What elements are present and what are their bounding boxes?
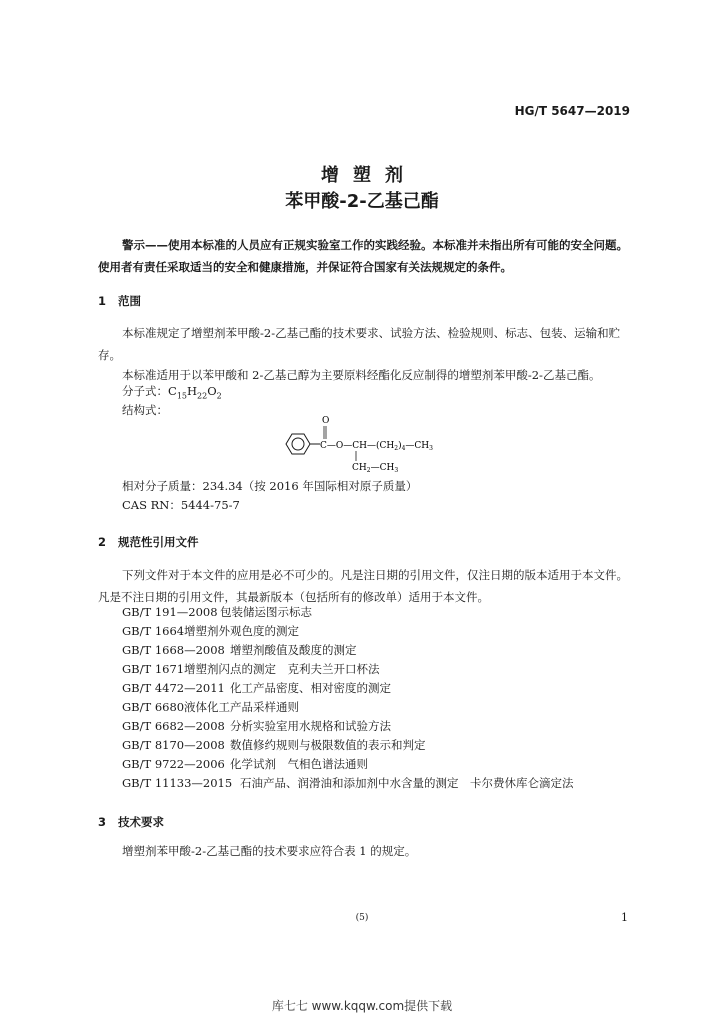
reference-title: 石油产品、润滑油和添加剂中水含量的测定 卡尔费休库仑滴定法 xyxy=(240,776,574,790)
section-title: 范围 xyxy=(118,294,141,308)
structure-label: 结构式： xyxy=(122,403,168,417)
benzene-ring-icon xyxy=(286,434,310,454)
document-title-main: 增塑剂 xyxy=(321,165,417,186)
references-intro: 下列文件对于本文件的应用是必不可少的。凡是注日期的引用文件，仅注日期的版本适用于本文件。凡是不注日期的引用文件，其最新版本（包括所有的修改单）适用于本文件。 xyxy=(98,568,628,604)
reference-title: 数值修约规则与极限数值的表示和判定 xyxy=(230,738,426,752)
ethyl-branch: $CH_2—CH_3$ xyxy=(352,463,399,474)
reference-title: 液体化工产品采样通则 xyxy=(184,700,299,714)
reference-code: GB/T 4472—2011 xyxy=(122,681,225,695)
structural-formula xyxy=(280,413,490,475)
reference-item xyxy=(122,756,368,772)
formula-hydrogen-count: 22 xyxy=(197,391,208,401)
formula-carbon: C xyxy=(168,384,177,398)
reference-code: GB/T 9722—2006 xyxy=(122,757,225,771)
reference-code: GB/T 8170—2008 xyxy=(122,738,225,752)
reference-title: 包装储运图示标志 xyxy=(220,605,312,619)
reference-code: GB/T 11133—2015 xyxy=(122,776,233,790)
reference-code: GB/T 6680 xyxy=(122,700,185,714)
scope-paragraph-2: 本标准适用于以苯甲酸和 2-乙基己醇为主要原料经酯化反应制得的增塑剂苯甲酸-2-乙基己酯。 xyxy=(122,368,601,382)
document-title-sub: 苯甲酸-2-乙基己酯 xyxy=(285,191,439,212)
technical-requirements-paragraph: 增塑剂苯甲酸-2-乙基己酯的技术要求应符合表 1 的规定。 xyxy=(122,844,417,858)
standard-code: HG/T 5647—2019 xyxy=(514,104,630,118)
reference-code: GB/T 6682—2008 xyxy=(122,719,225,733)
formula-oxygen-count: 2 xyxy=(216,391,222,401)
formula-oxygen: O xyxy=(207,384,217,398)
section-title: 规范性引用文件 xyxy=(118,535,199,549)
cas-number: CAS RN：5444-75-7 xyxy=(122,498,240,512)
reference-title: 化工产品密度、相对密度的测定 xyxy=(230,681,391,695)
reference-code: GB/T 1668—2008 xyxy=(122,643,225,657)
reference-code: GB/T 1671 xyxy=(122,662,185,676)
reference-item xyxy=(122,737,426,753)
safety-warning: 警示——使用本标准的人员应有正规实验室工作的实践经验。本标准并未指出所有可能的安全问题。使用者有责任采取适当的安全和健康措施，并保证符合国家有关法规规定的条件。 xyxy=(98,238,628,274)
reference-code: GB/T 191—2008 xyxy=(122,605,218,619)
reference-item xyxy=(122,718,391,734)
section-3-heading xyxy=(98,814,164,830)
reference-item xyxy=(122,775,574,791)
section-title: 技术要求 xyxy=(118,815,164,829)
reference-code: GB/T 1664 xyxy=(122,624,185,638)
reference-title: 分析实验室用水规格和试验方法 xyxy=(230,719,391,733)
scope-paragraph-1: 本标准规定了增塑剂苯甲酸-2-乙基己酯的技术要求、试验方法、检验规则、标志、包装、运输和贮存。 xyxy=(98,326,621,362)
reference-title: 化学试剂 气相色谱法通则 xyxy=(230,757,368,771)
reference-item xyxy=(122,604,312,620)
carbonyl-oxygen: O xyxy=(322,416,330,426)
formula-label: 分子式： xyxy=(122,384,168,398)
section-number: 2 xyxy=(98,535,107,549)
reference-item xyxy=(122,699,299,715)
reference-title: 增塑剂闪点的测定 克利夫兰开口杯法 xyxy=(184,662,380,676)
molar-mass: 相对分子质量：234.34（按 2016 年国际相对原子质量） xyxy=(122,479,418,493)
formula-carbon-count: 15 xyxy=(176,391,187,401)
page-number: 1 xyxy=(621,911,628,924)
reference-title: 增塑剂酸值及酸度的测定 xyxy=(230,643,357,657)
edition-mark: (5) xyxy=(355,913,369,923)
download-watermark: 库七七 www.kqqw.com提供下载 xyxy=(271,999,453,1013)
reference-item xyxy=(122,680,391,696)
reference-item xyxy=(122,661,380,677)
reference-item xyxy=(122,623,299,639)
reference-item xyxy=(122,642,357,658)
section-number: 3 xyxy=(98,815,107,829)
section-2-heading xyxy=(98,534,199,550)
reference-title: 增塑剂外观色度的测定 xyxy=(184,624,299,638)
molecular-formula xyxy=(122,383,222,400)
section-number: 1 xyxy=(98,294,107,308)
main-chain: $C—O—CH—(CH_2)_4—CH_3$ xyxy=(320,441,433,452)
formula-hydrogen: H xyxy=(187,384,198,398)
section-1-heading xyxy=(98,293,141,309)
